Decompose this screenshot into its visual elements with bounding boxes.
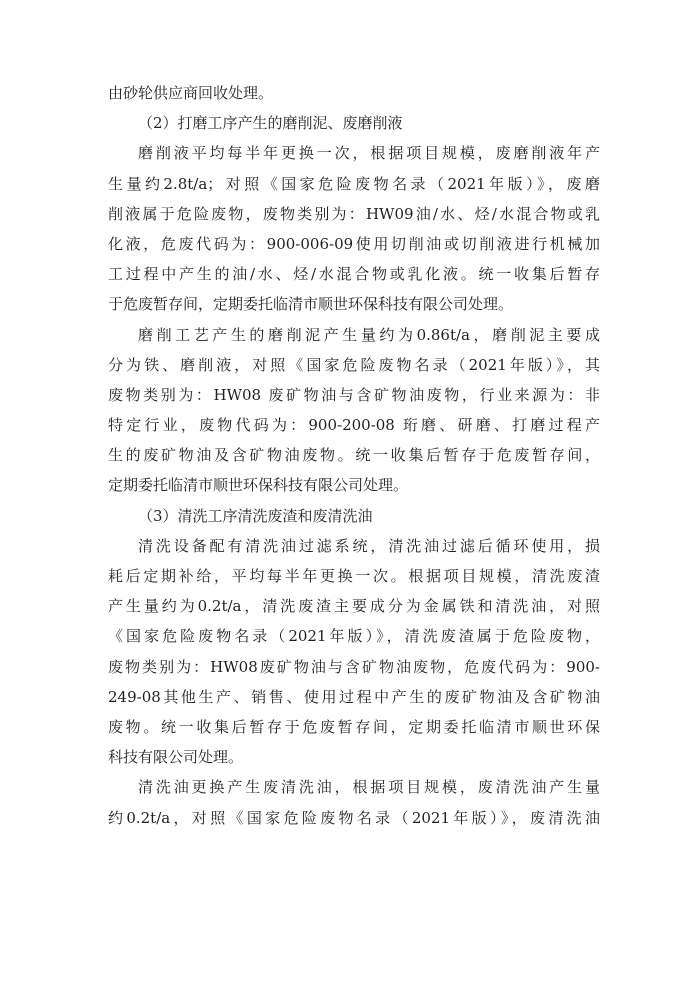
text-line: 生的废矿物油及含矿物油废物。统一收集后暂存于危废暂存间， (108, 446, 600, 465)
text-line: 清洗油更换产生废清洗油，根据项目规模，废清洗油产生量 (138, 778, 600, 797)
section-heading: （2）打磨工序产生的磨削泥、废磨削液 (138, 114, 403, 133)
text-line: 废物类别为：HW08废矿物油与含矿物油废物，危废代码为：900- (108, 657, 600, 676)
text-line: 削液属于危险废物，废物类别为：HW09油/水、烃/水混合物或乳 (108, 204, 600, 223)
text-line: 磨削工艺产生的磨削泥产生量约为0.86t/a，磨削泥主要成 (138, 325, 600, 344)
text-line: 耗后定期补给，平均每半年更换一次。根据项目规模，清洗废渣 (108, 567, 600, 585)
text-line: 清洗设备配有清洗油过滤系统，清洗油过滤后循环使用，损 (138, 536, 600, 555)
text-line: 废物。统一收集后暂存于危废暂存间，定期委托临清市顺世环保 (108, 717, 600, 736)
text-line: 废物类别为：HW08 废矿物油与含矿物油废物，行业来源为：非 (108, 385, 600, 404)
text-line: 249-08其他生产、销售、使用过程中产生的废矿物油及含矿物油 (108, 687, 600, 706)
text-line: 科技有限公司处理。 (108, 748, 244, 767)
text-line: 生量约2.8t/a；对照《国家危险废物名录（2021年版）》，废磨 (108, 174, 600, 193)
text-line: 化液，危废代码为：900-006-09使用切削油或切削液进行机械加 (108, 234, 600, 253)
text-line: 于危废暂存间，定期委托临清市顺世环保科技有限公司处理。 (108, 295, 514, 314)
text-line: 分为铁、磨削液，对照《国家危险废物名录（2021年版）》，其 (108, 355, 600, 374)
text-line: 工过程中产生的油/水、烃/水混合物或乳化液。统一收集后暂存 (108, 265, 600, 284)
section-heading: （3）清洗工序清洗废渣和废清洗油 (138, 506, 373, 525)
text-line: 特定行业，废物代码为：900-200-08 珩磨、研磨、打磨过程产 (108, 416, 600, 435)
text-line: 定期委托临清市顺世环保科技有限公司处理。 (108, 476, 409, 495)
text-line: 产生量约为0.2t/a，清洗废渣主要成分为金属铁和清洗油，对照 (108, 597, 600, 616)
text-line: 《国家危险废物名录（2021年版）》，清洗废渣属于危险废物， (108, 627, 600, 646)
text-line: 磨削液平均每半年更换一次，根据项目规模，废磨削液年产 (138, 144, 600, 163)
text-line: 约0.2t/a，对照《国家危险废物名录（2021年版）》，废清洗油 (108, 808, 600, 827)
document-body (108, 78, 600, 833)
text-line: 由砂轮供应商回收处理。 (108, 84, 274, 102)
